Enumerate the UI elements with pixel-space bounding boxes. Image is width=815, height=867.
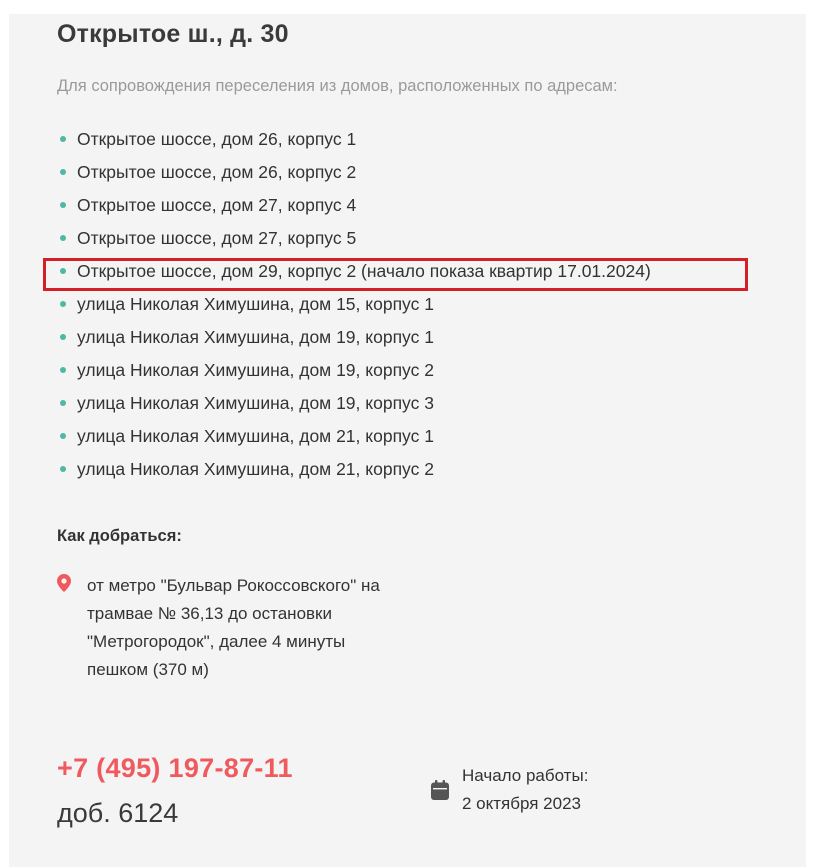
start-date: 2 октября 2023 — [462, 794, 581, 813]
list-item — [57, 226, 651, 259]
phone-link[interactable]: +7 (495) 197-87-11 — [57, 753, 293, 783]
address-text: Открытое шоссе, дом 26, корпус 2 — [77, 162, 357, 182]
start-label: Начало работы: — [462, 766, 589, 785]
address-text: улица Николая Химушина, дом 19, корпус 3 — [77, 393, 434, 413]
list-item — [57, 193, 651, 226]
list-item — [57, 358, 651, 391]
address-text: улица Николая Химушина, дом 21, корпус 1 — [77, 426, 434, 446]
list-item — [57, 127, 651, 160]
route-heading: Как добраться: — [57, 527, 182, 545]
bullet-icon — [60, 400, 66, 406]
bullet-icon — [60, 433, 66, 439]
bullet-icon — [60, 235, 66, 241]
addresses-intro: Для сопровождения переселения из домов, расположенных по адресам: — [57, 77, 618, 95]
address-text: Открытое шоссе, дом 29, корпус 2 (начало показа квартир 17.01.2024) — [77, 261, 651, 281]
bullet-icon — [60, 136, 66, 142]
address-text: Открытое шоссе, дом 26, корпус 1 — [77, 129, 357, 149]
bullet-icon — [60, 466, 66, 472]
address-text: Открытое шоссе, дом 27, корпус 4 — [77, 195, 357, 215]
list-item — [57, 391, 651, 424]
list-item — [57, 457, 651, 490]
bullet-icon — [60, 301, 66, 307]
office-title: Открытое ш., д. 30 — [57, 20, 289, 48]
map-pin-icon — [57, 574, 71, 592]
list-item — [57, 160, 651, 193]
bullet-icon — [60, 169, 66, 175]
list-item — [57, 292, 651, 325]
address-list — [57, 127, 651, 490]
calendar-icon — [431, 780, 449, 800]
bullet-icon — [60, 202, 66, 208]
list-item — [57, 325, 651, 358]
address-text: улица Николая Химушина, дом 15, корпус 1 — [77, 294, 434, 314]
highlight-box — [43, 258, 748, 291]
address-text: улица Николая Химушина, дом 21, корпус 2 — [77, 459, 434, 479]
address-text: улица Николая Химушина, дом 19, корпус 1 — [77, 327, 434, 347]
list-item — [57, 424, 651, 457]
bullet-icon — [60, 334, 66, 340]
phone-extension: доб. 6124 — [57, 798, 179, 828]
address-text: Открытое шоссе, дом 27, корпус 5 — [77, 228, 357, 248]
bullet-icon — [60, 367, 66, 373]
route-directions: от метро "Бульвар Рокоссовского" на трамвае № 36,13 до остановки "Метрогородок", далее 4 минуты пешком (370 м) — [87, 576, 380, 679]
address-text: улица Николая Химушина, дом 19, корпус 2 — [77, 360, 434, 380]
